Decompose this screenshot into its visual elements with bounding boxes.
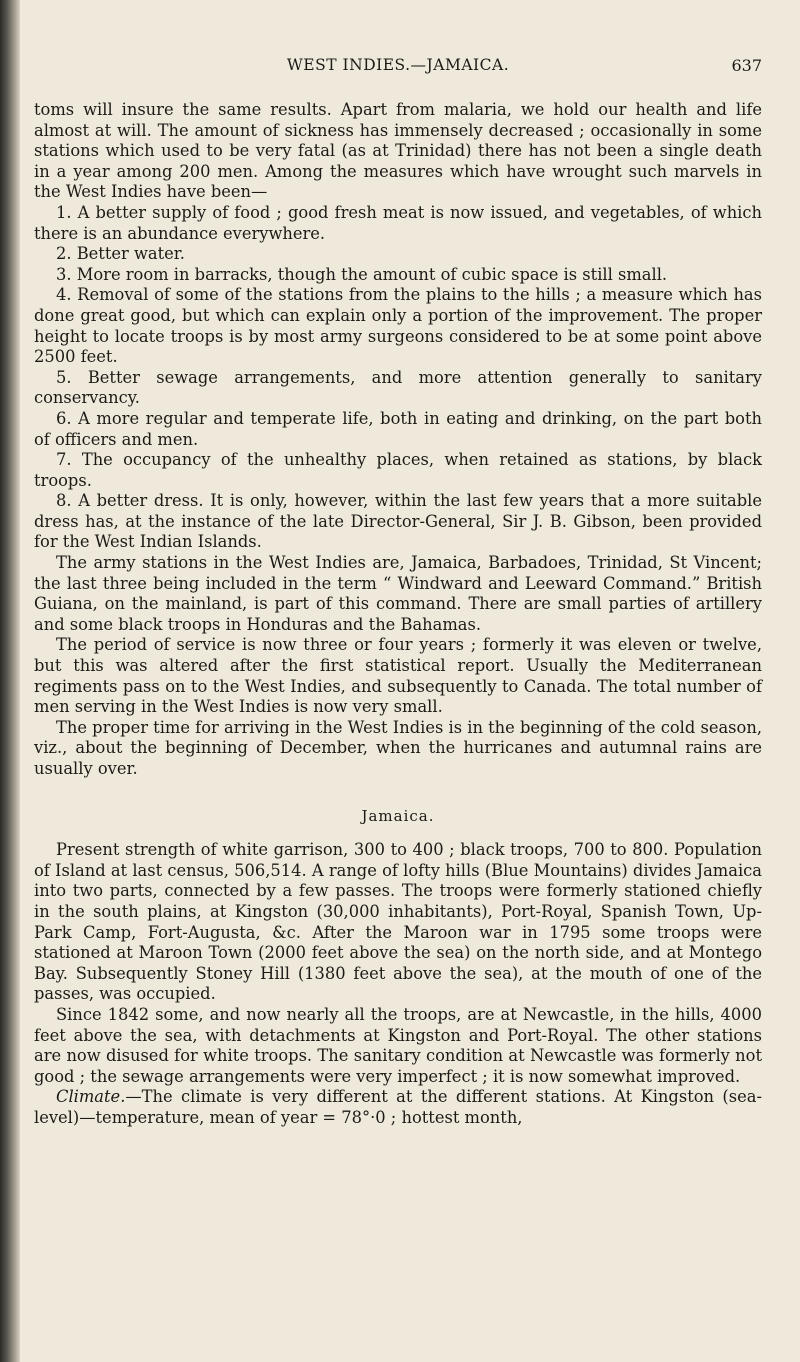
paragraph: Since 1842 some, and now nearly all the troops, are at Newcastle, in the hills, 4000 feet above the sea, with detachments at Kingston and Port-Royal. The other stations are now disused for white troops. The sanitary condition at Newcastle was formerly not good ; the sewage arrangements were very imperfect ; it is now somewhat improved.: [34, 1004, 762, 1086]
page-number: 637: [731, 56, 762, 75]
climate-text: —The climate is very different at the different stations. At Kingston (sea-level)—temperature, mean of year = 78°·0 ; hottest month,: [34, 1087, 762, 1127]
book-binding-shadow: [0, 0, 20, 1362]
section-title: Jamaica.: [361, 806, 435, 825]
paragraph: toms will insure the same results. Apart from malaria, we hold our health and life almost at will. The amount of sickness has immensely decreased ; occasionally in some stations which used to be very fatal (as at Trinidad) there has not been a single death in a year among 200 men. Among the measures which have wrought such marvels in the West Indies have been—: [34, 100, 762, 202]
climate-paragraph: [34, 1087, 762, 1128]
paragraph: Present strength of white garrison, 300 to 400 ; black troops, 700 to 800. Population of Island at last census, 506,514. A range of lofty hills (Blue Mountains) divides Jamaica into two parts, connected by a few passes. The troops were formerly stationed chiefly in the south plains, at Kingston (30,000 inhabitants), Port-Royal, Spanish Town, Up-Park Camp, Fort-Augusta, &c. After the Maroon war in 1795 some troops were stationed at Maroon Town (2000 feet above the sea) on the north side, and at Montego Bay. Subsequently Stoney Hill (1380 feet above the sea), at the mouth of one of the passes, was occupied.: [34, 840, 762, 1004]
list-item: 3. More room in barracks, though the amount of cubic space is still small.: [56, 264, 668, 284]
list-item: 5. Better sewage arrangements, and more attention generally to sanitary conservancy.: [34, 367, 762, 408]
paragraph: The proper time for arriving in the West Indies is in the beginning of the cold season, viz., about the beginning of December, when the hurricanes and autumnal rains are usually over.: [34, 717, 762, 778]
list-item: 4. Removal of some of the stations from the plains to the hills ; a measure which has done great good, but which can explain only a portion of the improvement. The proper height to locate troops is by most army surgeons considered to be at some point above 2500 feet.: [34, 285, 762, 367]
body-text: [34, 100, 762, 1129]
list-item: 8. A better dress. It is only, however, within the last few years that a more suitable dress has, at the instance of the late Director-General, Sir J. B. Gibson, been provided for the West Indian Islands.: [34, 491, 762, 552]
page: [34, 0, 762, 1362]
list-item: 7. The occupancy of the unhealthy places, when retained as stations, by black troops.: [34, 450, 762, 490]
paragraph: The period of service is now three or four years ; formerly it was eleven or twelve, but this was altered after the first statistical report. Usually the Mediterranean regiments pass on to the West Indies, and subsequently to Canada. The total number of men serving in the West Indies is now very small.: [34, 635, 762, 717]
list-item: 6. A more regular and temperate life, both in eating and drinking, on the part both of officers and men.: [34, 408, 762, 449]
page-header: [34, 56, 762, 78]
list-item: 1. A better supply of food ; good fresh meat is now issued, and vegetables, of which there is an abundance everywhere.: [34, 202, 762, 243]
paragraph: The army stations in the West Indies are, Jamaica, Barbadoes, Trinidad, St Vincent; the last three being included in the term “ Windward and Leeward Command.” British Guiana, on the mainland, is part of this command. There are small parties of artillery and some black troops in Honduras and the Bahamas.: [34, 553, 762, 634]
running-head: WEST INDIES.—JAMAICA.: [286, 56, 510, 74]
climate-label: Climate.: [56, 1087, 126, 1107]
list-item: 2. Better water.: [56, 244, 185, 264]
